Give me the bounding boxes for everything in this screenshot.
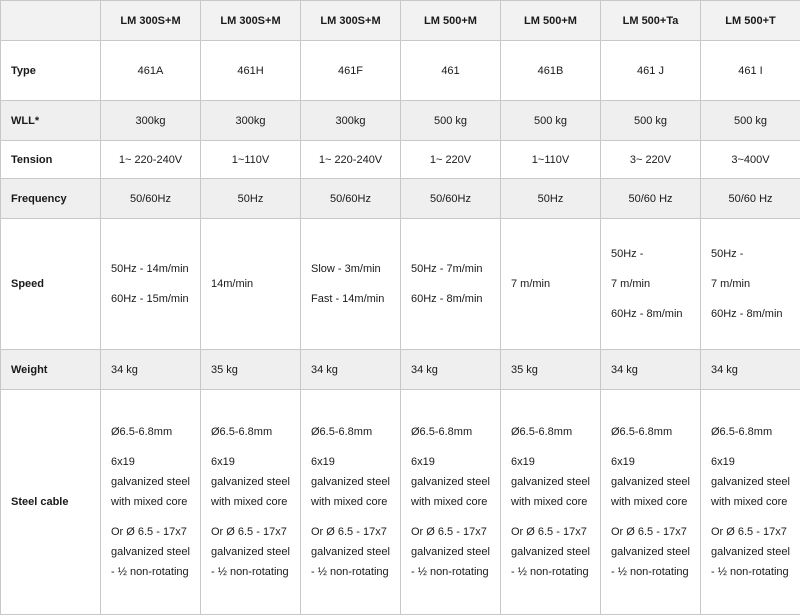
cell-line: 50Hz - [611, 244, 690, 264]
cell-line: 60Hz - 15m/min [111, 289, 190, 309]
row-label: Speed [1, 219, 101, 350]
row-label: Weight [1, 350, 101, 390]
table-cell: 461 I [701, 41, 800, 101]
header-row [1, 1, 800, 41]
table-cell [201, 219, 301, 350]
cell-line: 6x19 galvanized steel with mixed core [211, 452, 290, 512]
cell-line: Or Ø 6.5 - 17x7 galvanized steel - ½ non-rotating [311, 522, 390, 582]
cell-line: 60Hz - 8m/min [711, 304, 790, 324]
cell-line: 7 m/min [611, 274, 690, 294]
header-cell: LM 300S+M [301, 1, 401, 41]
table-cell: 34 kg [101, 350, 201, 390]
table-row [1, 219, 800, 350]
cell-line: 7 m/min [511, 274, 590, 294]
table-cell: 50Hz [501, 179, 601, 219]
header-cell: LM 500+M [401, 1, 501, 41]
table-cell: 34 kg [301, 350, 401, 390]
table-cell: 461H [201, 41, 301, 101]
cell-line: 14m/min [211, 274, 290, 294]
table-cell: 1~110V [201, 141, 301, 179]
table-cell [601, 390, 701, 615]
table-cell: 461B [501, 41, 601, 101]
cell-line: Ø6.5-6.8mm [411, 422, 490, 442]
table-cell: 461A [101, 41, 201, 101]
table-cell: 1~ 220-240V [301, 141, 401, 179]
table-cell: 500 kg [701, 101, 800, 141]
table-row [1, 141, 800, 179]
row-label: Frequency [1, 179, 101, 219]
cell-line: Slow - 3m/min [311, 259, 390, 279]
table-cell: 35 kg [201, 350, 301, 390]
cell-line: Ø6.5-6.8mm [511, 422, 590, 442]
cell-line: Or Ø 6.5 - 17x7 galvanized steel - ½ non-rotating [411, 522, 490, 582]
row-label: Steel cable [1, 390, 101, 615]
cell-line: 50Hz - 7m/min [411, 259, 490, 279]
table-cell: 50/60Hz [401, 179, 501, 219]
table-cell: 500 kg [601, 101, 701, 141]
table-cell: 50/60 Hz [701, 179, 800, 219]
table-row [1, 179, 800, 219]
header-cell: LM 500+T [701, 1, 800, 41]
cell-line: Or Ø 6.5 - 17x7 galvanized steel - ½ non-rotating [111, 522, 190, 582]
cell-line: Ø6.5-6.8mm [311, 422, 390, 442]
table-cell: 300kg [101, 101, 201, 141]
cell-line: Ø6.5-6.8mm [111, 422, 190, 442]
table-cell: 35 kg [501, 350, 601, 390]
table-row [1, 101, 800, 141]
cell-line: 7 m/min [711, 274, 790, 294]
table-cell: 1~110V [501, 141, 601, 179]
cell-line: Ø6.5-6.8mm [611, 422, 690, 442]
table-cell: 3~400V [701, 141, 800, 179]
cell-line: 6x19 galvanized steel with mixed core [111, 452, 190, 512]
table-cell: 300kg [201, 101, 301, 141]
table-cell: 50/60 Hz [601, 179, 701, 219]
cell-line: Fast - 14m/min [311, 289, 390, 309]
table-cell: 50Hz [201, 179, 301, 219]
table-cell: 500 kg [501, 101, 601, 141]
table-cell [101, 390, 201, 615]
cell-line: Or Ø 6.5 - 17x7 galvanized steel - ½ non-rotating [211, 522, 290, 582]
table-cell [701, 390, 800, 615]
table-row [1, 390, 800, 615]
table-cell [301, 390, 401, 615]
cell-line: Or Ø 6.5 - 17x7 galvanized steel - ½ non-rotating [511, 522, 590, 582]
table-row [1, 350, 800, 390]
header-cell: LM 500+M [501, 1, 601, 41]
table-cell [701, 219, 800, 350]
table-cell [101, 219, 201, 350]
table-cell [301, 219, 401, 350]
cell-line: Or Ø 6.5 - 17x7 galvanized steel - ½ non-rotating [611, 522, 690, 582]
table-cell: 50/60Hz [101, 179, 201, 219]
table-cell: 461 J [601, 41, 701, 101]
table-cell: 34 kg [401, 350, 501, 390]
header-cell [1, 1, 101, 41]
cell-line: 6x19 galvanized steel with mixed core [511, 452, 590, 512]
table-cell [201, 390, 301, 615]
table-cell [401, 219, 501, 350]
table-cell: 34 kg [701, 350, 800, 390]
table-cell: 500 kg [401, 101, 501, 141]
header-cell: LM 500+Ta [601, 1, 701, 41]
header-cell: LM 300S+M [101, 1, 201, 41]
cell-line: 60Hz - 8m/min [611, 304, 690, 324]
cell-line: 6x19 galvanized steel with mixed core [711, 452, 790, 512]
row-label: WLL* [1, 101, 101, 141]
table-cell [401, 390, 501, 615]
table-cell: 300kg [301, 101, 401, 141]
cell-line: 6x19 galvanized steel with mixed core [411, 452, 490, 512]
table-row [1, 41, 800, 101]
cell-line: 60Hz - 8m/min [411, 289, 490, 309]
table-cell: 461 [401, 41, 501, 101]
table-cell [501, 390, 601, 615]
row-label: Tension [1, 141, 101, 179]
cell-line: 50Hz - 14m/min [111, 259, 190, 279]
cell-line: 6x19 galvanized steel with mixed core [611, 452, 690, 512]
cell-line: Ø6.5-6.8mm [211, 422, 290, 442]
header-cell: LM 300S+M [201, 1, 301, 41]
table-cell: 50/60Hz [301, 179, 401, 219]
cell-line: 50Hz - [711, 244, 790, 264]
row-label: Type [1, 41, 101, 101]
cell-line: Or Ø 6.5 - 17x7 galvanized steel - ½ non-rotating [711, 522, 790, 582]
cell-line: 6x19 galvanized steel with mixed core [311, 452, 390, 512]
table-cell: 1~ 220V [401, 141, 501, 179]
table-cell [601, 219, 701, 350]
cell-line: Ø6.5-6.8mm [711, 422, 790, 442]
table-cell: 3~ 220V [601, 141, 701, 179]
table-cell [501, 219, 601, 350]
table-cell: 34 kg [601, 350, 701, 390]
table-cell: 1~ 220-240V [101, 141, 201, 179]
table-cell: 461F [301, 41, 401, 101]
